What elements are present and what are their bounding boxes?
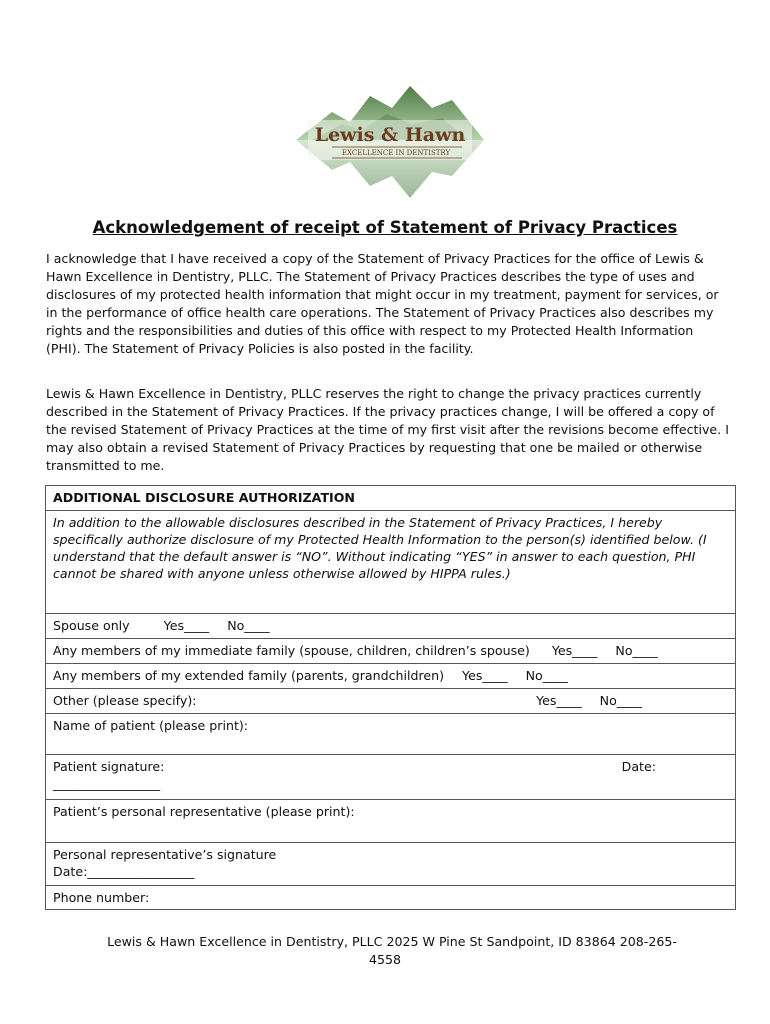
representative-date-field[interactable]: Date:_________________ bbox=[53, 864, 195, 879]
disclosure-authorization-form bbox=[45, 485, 736, 910]
patient-name-label: Name of patient (please print): bbox=[53, 718, 249, 733]
row-other bbox=[46, 689, 736, 714]
extended-family-label: Any members of my extended family (parents, grandchildren) bbox=[53, 668, 445, 683]
other-yes-field[interactable]: Yes____ bbox=[536, 693, 582, 708]
footer-phone-tail: 4558 bbox=[368, 952, 402, 967]
row-patient-signature[interactable] bbox=[46, 755, 736, 800]
practice-logo bbox=[292, 78, 488, 206]
immediate-no-field[interactable]: No____ bbox=[615, 643, 658, 658]
logo-name: Lewis & Hawn bbox=[314, 124, 466, 146]
spouse-yes-field[interactable]: Yes____ bbox=[163, 618, 210, 633]
other-no-field[interactable]: No____ bbox=[599, 693, 642, 708]
row-immediate-family bbox=[46, 639, 736, 664]
mountain-logo-graphic bbox=[292, 78, 488, 206]
patient-signature-line[interactable]: _________________ bbox=[53, 776, 161, 791]
row-representative-signature[interactable] bbox=[46, 843, 736, 886]
spouse-no-field[interactable]: No____ bbox=[227, 618, 270, 633]
phone-number-label: Phone number: bbox=[53, 890, 150, 905]
immediate-family-label: Any members of my immediate family (spouse, children, children’s spouse) bbox=[53, 643, 530, 658]
footer-contact bbox=[0, 933, 770, 969]
logo-tagline: EXCELLENCE IN DENTISTRY bbox=[341, 149, 451, 157]
row-extended-family bbox=[46, 664, 736, 689]
immediate-yes-field[interactable]: Yes____ bbox=[551, 643, 598, 658]
row-patient-name[interactable] bbox=[46, 714, 736, 755]
extended-no-field[interactable]: No____ bbox=[525, 668, 568, 683]
patient-signature-label: Patient signature: bbox=[53, 759, 165, 774]
patient-date-label: Date: bbox=[621, 759, 656, 774]
spouse-label: Spouse only bbox=[53, 618, 130, 633]
policy-change-paragraph: Lewis & Hawn Excellence in Dentistry, PLLC reserves the right to change the privacy practices currently described in the Statement of Privacy Practices. If the privacy practices change, I will be offered a copy of the revised Statement of Privacy Practices at the time of my first visit after the revisions become effective. I may also obtain a revised Statement of Privacy Practices by requesting that one be mailed or otherwise transmitted to me. bbox=[46, 386, 729, 473]
representative-name-label: Patient’s personal representative (please print): bbox=[53, 804, 355, 819]
row-phone-number[interactable] bbox=[46, 886, 736, 910]
acknowledgement-paragraph: I acknowledge that I have received a copy of the Statement of Privacy Practices for the office of Lewis & Hawn Excellence in Dentistry, PLLC. The Statement of Privacy Practices describes the type of uses and disclosures of my protected health information that might occur in my treatment, payment for services, or in the performance of office health care operations. The Statement of Privacy Practices also describes my rights and the responsibilities and duties of this office with respect to my Protected Health Information (PHI). The Statement of Privacy Policies is also posted in the facility. bbox=[46, 251, 719, 356]
footer-address-line: Lewis & Hawn Excellence in Dentistry, PLLC 2025 W Pine St Sandpoint, ID 83864 208-265- bbox=[107, 934, 677, 949]
page-title: Acknowledgement of receipt of Statement of Privacy Practices bbox=[92, 218, 678, 237]
representative-signature-label: Personal representative’s signature bbox=[53, 847, 277, 862]
form-header: ADDITIONAL DISCLOSURE AUTHORIZATION bbox=[46, 486, 736, 511]
row-representative-name[interactable] bbox=[46, 800, 736, 843]
form-intro-text: In addition to the allowable disclosures described in the Statement of Privacy Practices, I hereby specifically authorize disclosure of my Protected Health Information to the person(s) identified below. (I understand that the default answer is “NO”. Without indicating “YES” in answer to each question, PHI cannot be shared with anyone unless otherwise allowed by HIPPA rules.) bbox=[46, 511, 736, 614]
other-label: Other (please specify): bbox=[53, 693, 197, 708]
row-spouse bbox=[46, 614, 736, 639]
extended-yes-field[interactable]: Yes____ bbox=[462, 668, 508, 683]
